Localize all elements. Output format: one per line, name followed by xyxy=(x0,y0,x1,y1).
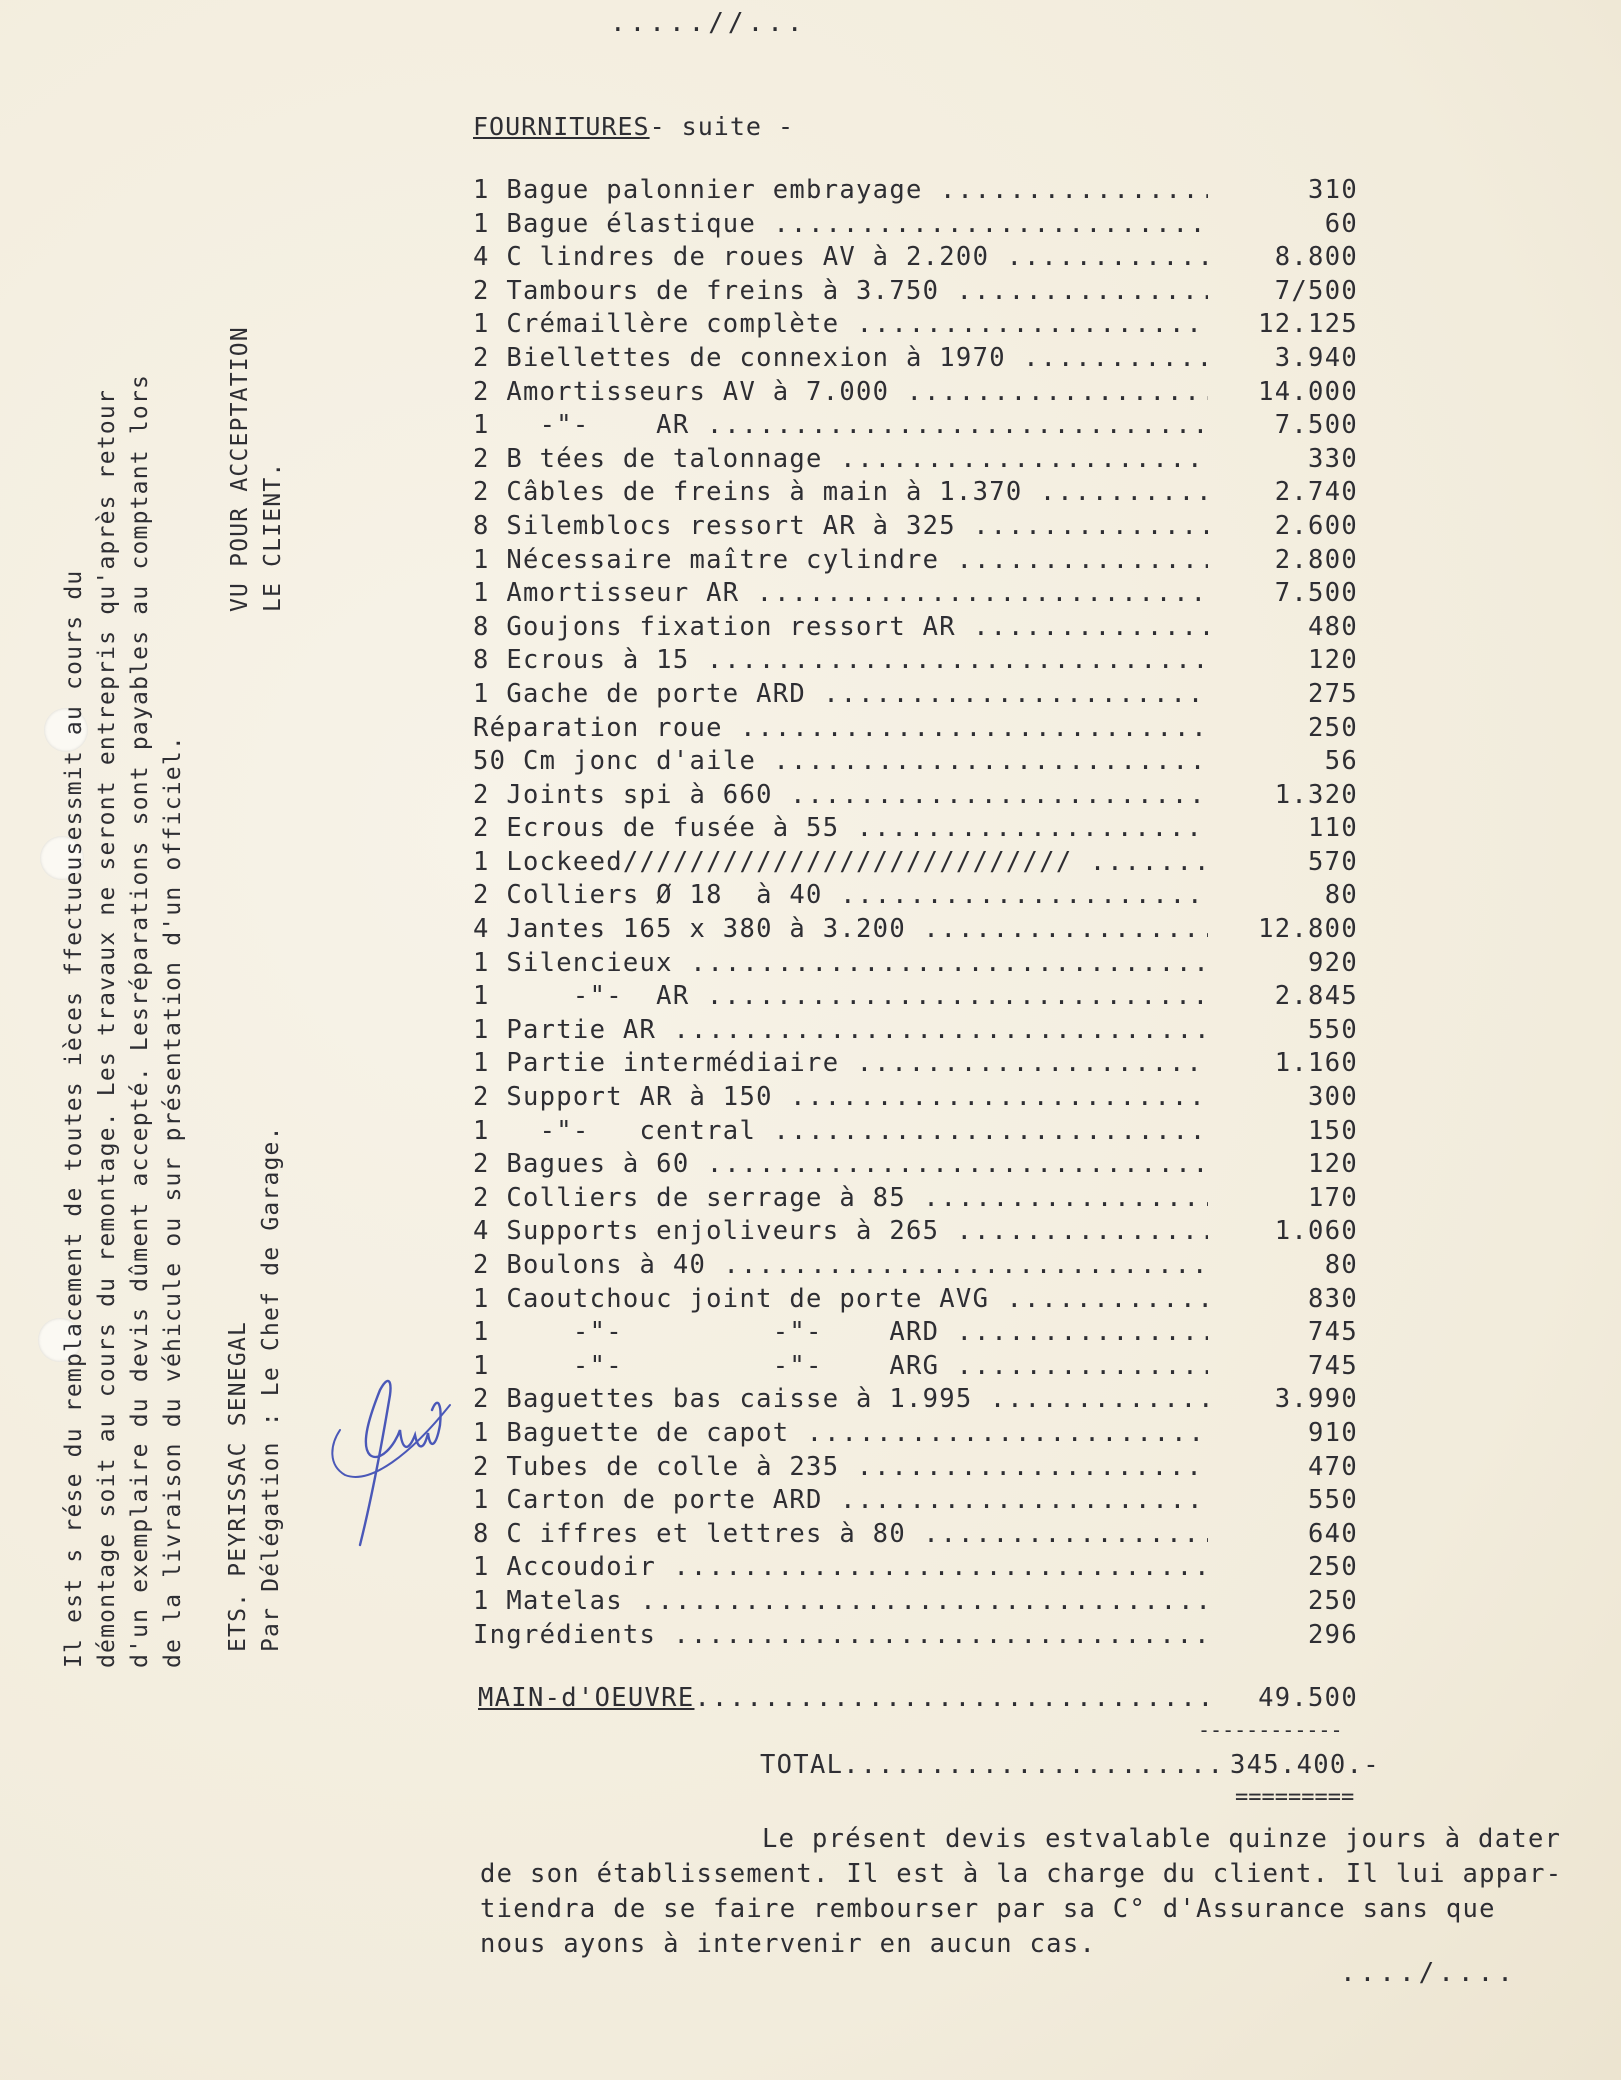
line-item-quantity: 2 xyxy=(473,376,490,407)
line-item xyxy=(473,343,1358,377)
line-item-amount: 250 xyxy=(1308,1552,1358,1583)
line-item xyxy=(473,1317,1358,1351)
line-item-description xyxy=(473,1384,1208,1414)
line-item-description xyxy=(473,377,1208,407)
line-item-description xyxy=(473,1082,1208,1112)
line-item-label: Silemblocs ressort AR à 325 xyxy=(506,510,956,541)
line-item-description xyxy=(473,1048,1208,1078)
line-item-description xyxy=(473,1452,1208,1482)
line-item-amount: 2.845 xyxy=(1274,981,1358,1012)
acceptance-line: VU POUR ACCEPTATION xyxy=(227,326,253,612)
line-item-quantity: 1 xyxy=(473,578,490,609)
line-item-description xyxy=(473,343,1208,373)
line-item-description xyxy=(473,410,1208,440)
line-item-amount: 12.125 xyxy=(1258,309,1358,340)
line-item-amount: 640 xyxy=(1308,1518,1358,1549)
line-item-quantity: 50 xyxy=(473,746,507,777)
line-item-amount: 1.320 xyxy=(1274,779,1358,810)
line-item-quantity: 2 xyxy=(473,880,490,911)
line-item-quantity: 8 xyxy=(473,1518,490,1549)
line-item-quantity: 2 xyxy=(473,342,490,373)
line-item-label: Silencieux xyxy=(506,947,673,978)
line-item-label: Goujons fixation ressort AR xyxy=(506,611,956,642)
line-item-label: Tambours de freins à 3.750 xyxy=(506,275,940,306)
line-item-amount: 550 xyxy=(1308,1014,1358,1045)
line-item-quantity: 1 xyxy=(473,678,490,709)
line-item-amount: 910 xyxy=(1308,1417,1358,1448)
line-item-amount: 3.940 xyxy=(1274,342,1358,373)
line-item-description xyxy=(473,309,1208,339)
line-item-description xyxy=(473,880,1208,910)
line-item-quantity: 2 xyxy=(473,443,490,474)
line-item-quantity: 1 xyxy=(473,846,490,877)
line-item-amount: 300 xyxy=(1308,1082,1358,1113)
labour-label xyxy=(478,1683,1208,1713)
line-item-description xyxy=(473,1418,1208,1448)
line-item-quantity: 4 xyxy=(473,1216,490,1247)
line-item-label: -"- AR xyxy=(506,981,690,1012)
line-item xyxy=(473,1452,1358,1486)
line-item xyxy=(473,1149,1358,1183)
line-item-label: Cm jonc d'aile xyxy=(522,746,757,777)
line-item-label: -"- central xyxy=(506,1115,757,1146)
line-item-label: -"- -"- ARD xyxy=(506,1317,940,1348)
line-item-description xyxy=(473,645,1208,675)
line-item-quantity: 1 xyxy=(473,1552,490,1583)
line-item xyxy=(473,612,1358,646)
line-item-description xyxy=(473,1552,1208,1582)
line-item xyxy=(473,1183,1358,1217)
line-item-amount: 14.000 xyxy=(1258,376,1358,407)
subtotal-separator: ------------ xyxy=(1198,1718,1343,1742)
line-item-description xyxy=(473,679,1208,709)
line-item-label: C lindres de roues AV à 2.200 xyxy=(506,242,990,273)
line-item-description xyxy=(473,981,1208,1011)
line-item-description xyxy=(473,746,1208,776)
line-item-amount: 7/500 xyxy=(1274,275,1358,306)
line-item-label: Amortisseur AR xyxy=(506,578,740,609)
line-item-label: Ingrédients xyxy=(473,1619,657,1650)
line-item-quantity: 2 xyxy=(473,779,490,810)
section-title-suffix: - suite - xyxy=(649,112,795,141)
line-item-description xyxy=(473,1351,1208,1381)
line-item-label: Baguette de capot xyxy=(506,1417,790,1448)
line-item-quantity: 1 xyxy=(473,1485,490,1516)
line-item-description xyxy=(473,713,1208,743)
line-item-description xyxy=(473,1284,1208,1314)
line-item-amount: 1.160 xyxy=(1274,1048,1358,1079)
line-item-label: Crémaillère complète xyxy=(506,309,840,340)
line-item-description xyxy=(473,578,1208,608)
line-item-label: B tées de talonnage xyxy=(506,443,823,474)
total-double-underline: ========= xyxy=(1235,1785,1355,1810)
line-item xyxy=(473,746,1358,780)
line-item-amount: 550 xyxy=(1308,1485,1358,1516)
line-item-quantity: 1 xyxy=(473,1317,490,1348)
line-item-amount: 12.800 xyxy=(1258,914,1358,945)
line-item-label: Lockeed/////////////////////////// xyxy=(506,846,1073,877)
line-item-description xyxy=(473,1485,1208,1515)
line-item-label: Amortisseurs AV à 7.000 xyxy=(506,376,890,407)
line-item-label: Partie intermédiaire xyxy=(506,1048,840,1079)
line-item-label: -"- -"- ARG xyxy=(506,1350,940,1381)
line-item-description xyxy=(473,511,1208,541)
line-item-quantity: 1 xyxy=(473,1014,490,1045)
line-item xyxy=(473,1284,1358,1318)
line-item xyxy=(473,948,1358,982)
line-item xyxy=(473,1116,1358,1150)
total-amount: 345.400.- xyxy=(1230,1750,1380,1780)
margin-acceptance xyxy=(224,326,290,612)
line-item xyxy=(473,1351,1358,1385)
line-item-description xyxy=(473,477,1208,507)
line-item xyxy=(473,1384,1358,1418)
line-item-quantity: 4 xyxy=(473,242,490,273)
line-item-label: Ecrous à 15 xyxy=(506,645,690,676)
line-item xyxy=(473,981,1358,1015)
line-item-quantity: 2 xyxy=(473,1082,490,1113)
line-item-amount: 570 xyxy=(1308,846,1358,877)
line-item-amount: 296 xyxy=(1308,1619,1358,1650)
line-item-quantity: 8 xyxy=(473,611,490,642)
line-item-label: Bague palonnier embrayage xyxy=(506,175,923,205)
line-item-label: Colliers Ø 18 à 40 xyxy=(506,880,823,911)
supplies-list xyxy=(473,175,1358,1653)
line-item xyxy=(473,645,1358,679)
line-item-description xyxy=(473,914,1208,944)
line-item-label: Tubes de colle à 235 xyxy=(506,1451,840,1482)
line-item-label: Matelas xyxy=(506,1585,623,1616)
line-item xyxy=(473,242,1358,276)
line-item-description xyxy=(473,1149,1208,1179)
line-item xyxy=(473,309,1358,343)
margin-terms-line: démontage soit au cours du remontage. Les travaux ne seront entrepris qu'après retour xyxy=(94,388,120,1668)
line-item-quantity: 4 xyxy=(473,914,490,945)
line-item xyxy=(473,1552,1358,1586)
line-item-quantity: 1 xyxy=(473,1350,490,1381)
line-item-quantity: 1 xyxy=(473,981,490,1012)
line-item xyxy=(473,1418,1358,1452)
line-item-quantity: 1 xyxy=(473,175,490,205)
line-item-amount: 110 xyxy=(1308,813,1358,844)
line-item xyxy=(473,276,1358,310)
line-item-amount: 120 xyxy=(1308,645,1358,676)
line-item-quantity: 1 xyxy=(473,1115,490,1146)
line-item xyxy=(473,444,1358,478)
line-item-quantity: 8 xyxy=(473,645,490,676)
line-item xyxy=(473,1586,1358,1620)
line-item-amount: 275 xyxy=(1308,678,1358,709)
line-item-description xyxy=(473,242,1208,272)
line-item-amount: 2.800 xyxy=(1274,544,1358,575)
line-item-description xyxy=(473,1519,1208,1549)
line-item-description xyxy=(473,1317,1208,1347)
line-item xyxy=(473,847,1358,881)
line-item-quantity: 2 xyxy=(473,813,490,844)
line-item xyxy=(473,545,1358,579)
line-item xyxy=(473,813,1358,847)
line-item-label: Support AR à 150 xyxy=(506,1082,773,1113)
line-item-amount: 745 xyxy=(1308,1350,1358,1381)
margin-signatory xyxy=(222,1125,288,1652)
line-item xyxy=(473,377,1358,411)
line-item-amount: 80 xyxy=(1324,1250,1358,1280)
line-item xyxy=(473,578,1358,612)
line-item-quantity: 1 xyxy=(473,544,490,575)
line-item-quantity: 2 xyxy=(473,477,490,508)
line-item-label: Carton de porte ARD xyxy=(506,1485,823,1516)
line-item-amount: 480 xyxy=(1308,611,1358,642)
line-item-quantity: 1 xyxy=(473,1585,490,1616)
line-item xyxy=(473,410,1358,444)
labour-label-text: MAIN-d'OEUVRE xyxy=(478,1683,695,1713)
line-item-description xyxy=(473,175,1208,205)
line-item-amount: 920 xyxy=(1308,947,1358,978)
line-item-amount: 250 xyxy=(1308,1585,1358,1616)
line-item-amount: 830 xyxy=(1308,1283,1358,1314)
line-item-description xyxy=(473,847,1208,877)
labour-row xyxy=(478,1683,1358,1713)
line-item-description xyxy=(473,612,1208,642)
margin-terms-line: Il est s rése du remplacement de toutes ièces ffectueusessmit au cours du xyxy=(61,569,87,1668)
labour-amount: 49.500 xyxy=(1258,1683,1358,1713)
line-item-label: Gache de porte ARD xyxy=(506,678,807,709)
line-item-label: Colliers de serrage à 85 xyxy=(506,1182,906,1213)
line-item-amount: 8.800 xyxy=(1274,242,1358,273)
section-title-main: FOURNITURES xyxy=(473,112,650,141)
line-item xyxy=(473,1048,1358,1082)
line-item-quantity: 1 xyxy=(473,208,490,239)
line-item-label: Jantes 165 x 380 à 3.200 xyxy=(506,914,906,945)
line-item xyxy=(473,1519,1358,1553)
line-item-description xyxy=(473,545,1208,575)
line-item-amount: 1.060 xyxy=(1274,1216,1358,1247)
line-item-label: Nécessaire maître cylindre xyxy=(506,544,940,575)
line-item-quantity: 2 xyxy=(473,1451,490,1482)
line-item-description xyxy=(473,1250,1208,1280)
line-item-amount: 120 xyxy=(1308,1149,1358,1180)
line-item-quantity: 8 xyxy=(473,510,490,541)
line-item xyxy=(473,1082,1358,1116)
line-item-amount: 745 xyxy=(1308,1317,1358,1348)
line-item xyxy=(473,1620,1358,1654)
line-item-description xyxy=(473,948,1208,978)
line-item-description xyxy=(473,780,1208,810)
line-item-label: Partie AR xyxy=(506,1014,657,1045)
line-item xyxy=(473,679,1358,713)
line-item-quantity: 2 xyxy=(473,275,490,306)
line-item-amount: 7.500 xyxy=(1274,410,1358,441)
line-item-label: Accoudoir xyxy=(506,1552,657,1583)
line-item-amount: 330 xyxy=(1308,443,1358,474)
margin-terms xyxy=(58,374,190,1668)
margin-terms-line: d'un exemplaire du devis dûment accepté. Lesréparations sont payables au comptant lors xyxy=(127,373,153,1668)
line-item-description xyxy=(473,1183,1208,1213)
line-item-amount: 80 xyxy=(1324,880,1358,911)
line-item-description xyxy=(473,1620,1208,1650)
signatory-line: Par Délégation : Le Chef de Garage. xyxy=(258,1125,284,1652)
line-item-label: -"- AR xyxy=(506,410,690,441)
line-item-amount: 310 xyxy=(1308,175,1358,205)
line-item-description xyxy=(473,209,1208,239)
line-item xyxy=(473,1216,1358,1250)
line-item-quantity: 1 xyxy=(473,1417,490,1448)
line-item-amount: 7.500 xyxy=(1274,578,1358,609)
line-item-description xyxy=(473,1586,1208,1616)
line-item xyxy=(473,780,1358,814)
line-item-amount: 56 xyxy=(1324,746,1358,777)
line-item-label: Bagues à 60 xyxy=(506,1149,690,1180)
total-row xyxy=(760,1750,1400,1780)
line-item-amount: 150 xyxy=(1308,1115,1358,1146)
line-item-label: Biellettes de connexion à 1970 xyxy=(506,342,1006,373)
line-item xyxy=(473,914,1358,948)
validity-note-line: nous ayons à intervenir en aucun cas. xyxy=(480,1929,1097,1959)
page-marker-bottom: ..../.... xyxy=(1340,1958,1517,1988)
handwritten-signature xyxy=(300,1335,470,1565)
line-item-label: C iffres et lettres à 80 xyxy=(506,1518,906,1549)
line-item-quantity: 2 xyxy=(473,1182,490,1213)
acceptance-line: LE CLIENT. xyxy=(260,461,286,612)
line-item-description xyxy=(473,1116,1208,1146)
line-item xyxy=(473,511,1358,545)
line-item-label: Réparation roue xyxy=(473,712,723,743)
line-item-label: Bague élastique xyxy=(506,208,757,239)
line-item-quantity: 1 xyxy=(473,947,490,978)
line-item-label: Caoutchouc joint de porte AVG xyxy=(506,1283,990,1314)
line-item-label: Supports enjoliveurs à 265 xyxy=(506,1216,940,1247)
signatory-line: ETS. PEYRISSAC SENEGAL xyxy=(225,1320,251,1652)
line-item-quantity: 1 xyxy=(473,410,490,441)
line-item-quantity: 1 xyxy=(473,1048,490,1079)
line-item-amount: 2.740 xyxy=(1274,477,1358,508)
line-item-description xyxy=(473,1216,1208,1246)
line-item-quantity: 1 xyxy=(473,309,490,340)
validity-note xyxy=(480,1822,1615,1962)
line-item-amount: 3.990 xyxy=(1274,1384,1358,1415)
validity-note-line: de son établissement. Il est à la charge du client. Il lui appar- xyxy=(480,1859,1563,1889)
line-item xyxy=(473,1485,1358,1519)
line-item-quantity: 2 xyxy=(473,1250,490,1280)
validity-note-line: tiendra de se faire rembourser par sa C° d'Assurance sans que xyxy=(480,1894,1496,1924)
line-item-quantity: 2 xyxy=(473,1384,490,1415)
line-item-description xyxy=(473,1015,1208,1045)
total-label: TOTAL ..... xyxy=(760,1750,1222,1780)
line-item-description xyxy=(473,813,1208,843)
line-item-description xyxy=(473,276,1208,306)
line-item xyxy=(473,1250,1358,1284)
line-item-label: Joints spi à 660 xyxy=(506,779,773,810)
line-item-amount: 170 xyxy=(1308,1182,1358,1213)
line-item xyxy=(473,209,1358,243)
line-item xyxy=(473,1015,1358,1049)
line-item xyxy=(473,713,1358,747)
line-item xyxy=(473,175,1358,209)
line-item-label: Ecrous de fusée à 55 xyxy=(506,813,840,844)
line-item-amount: 2.600 xyxy=(1274,510,1358,541)
line-item-label: Boulons à 40 xyxy=(506,1250,707,1280)
line-item-label: Câbles de freins à main à 1.370 xyxy=(506,477,1023,508)
line-item-quantity: 1 xyxy=(473,1283,490,1314)
line-item-amount: 250 xyxy=(1308,712,1358,743)
line-item-quantity: 2 xyxy=(473,1149,490,1180)
line-item-amount: 470 xyxy=(1308,1451,1358,1482)
page-marker-top: .....//... xyxy=(610,8,807,38)
line-item-description xyxy=(473,444,1208,474)
line-item-amount: 60 xyxy=(1324,208,1358,239)
section-title xyxy=(473,112,794,141)
line-item xyxy=(473,477,1358,511)
validity-note-line: Le présent devis estvalable quinze jours à dater xyxy=(762,1824,1562,1854)
margin-terms-line: de la livraison du véhicule ou sur présentation d'un officiel. xyxy=(160,735,186,1668)
line-item-label: Baguettes bas caisse à 1.995 xyxy=(506,1384,973,1415)
line-item xyxy=(473,880,1358,914)
